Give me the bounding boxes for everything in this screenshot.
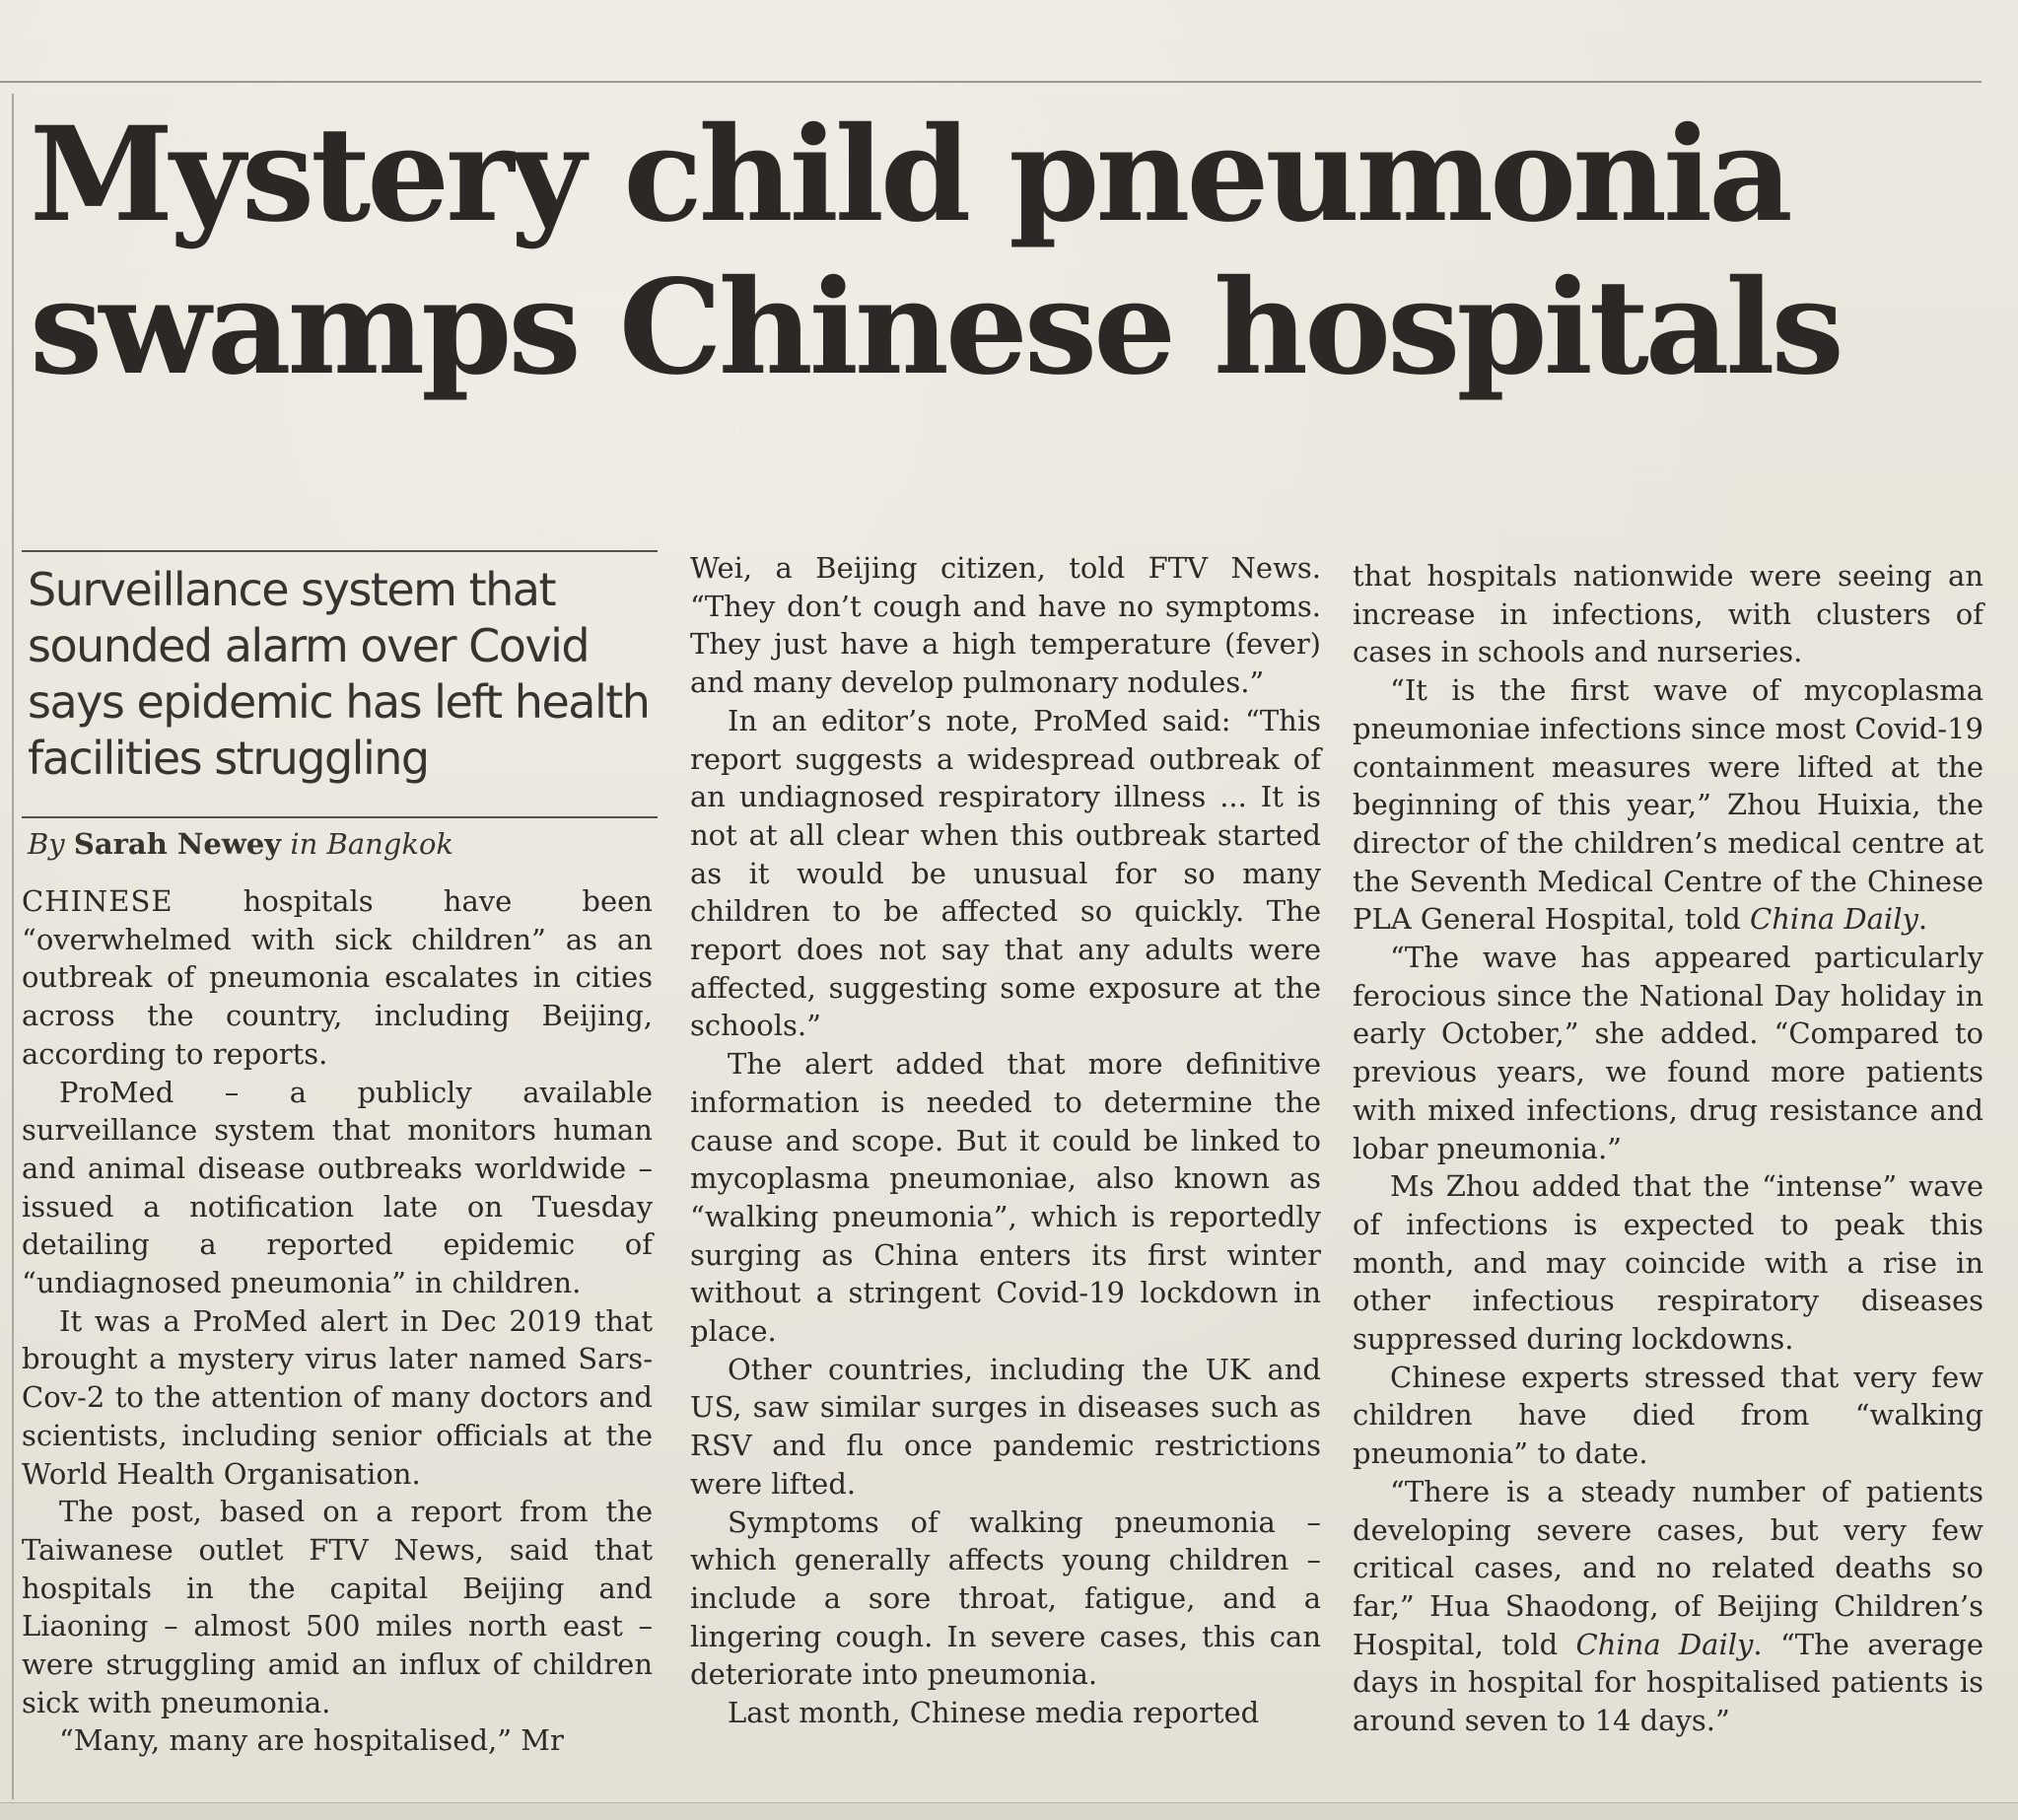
- paragraph: Last month, Chinese media reported: [728, 1696, 1260, 1730]
- paragraph: [1353, 671, 1983, 939]
- paragraph: In an editor’s note, ProMed said: “This report suggests a widespread outbreak of an undiagnosed respiratory illness ... It is not at all clear when this outbreak started as it would be unusual for so many children to be affected so quickly. The report does not say that any adults were affected, suggesting some exposure at the schools.”: [690, 703, 1321, 1043]
- paragraph: The post, based on a report from the Taiwanese outlet FTV News, said that hospitals in the capital Beijing and Liaoning – almost 500 miles north east – were struggling amid an influx of children sick with pneumonia.: [22, 1495, 653, 1719]
- deck-rule-bottom: [22, 816, 658, 818]
- headline-line-2: swamps Chinese hospitals: [30, 251, 1841, 404]
- paragraph: It was a ProMed alert in Dec 2019 that brought a mystery virus later named Sars-Cov-2 to the attention of many doctors and scientists, including senior officials at the World Health Organisation.: [22, 1303, 653, 1491]
- paragraph: [1353, 1473, 1983, 1740]
- paragraph: Other countries, including the UK and US, saw similar surges in diseases such as RSV and flu once pandemic restrictions were lifted.: [690, 1352, 1321, 1501]
- byline-author: Sarah Newey: [73, 827, 282, 861]
- paragraph: ProMed – a publicly available surveillance system that monitors human and animal disease outbreaks worldwide – issued a notification late on Tuesday detailing a reported epidemic of “undiagnosed pneumonia” in children.: [22, 1075, 653, 1300]
- body-column-2: [690, 549, 1321, 1732]
- paragraph: Chinese experts stressed that very few children have died from “walking pneumonia” to date.: [1353, 1360, 1983, 1471]
- paragraph-text: .: [1917, 902, 1928, 937]
- byline-location: in Bangkok: [290, 827, 453, 861]
- paragraph: Symptoms of walking pneumonia – which generally affects young children – include a sore throat, fatigue, and a lingering cough. In severe cases, this can deteriorate into pneumonia.: [690, 1505, 1321, 1692]
- paragraph-text: . “The average days in hospital for hospitalised patients is around seven to 14 days.”: [1353, 1627, 1983, 1738]
- paragraph: Wei, a Beijing citizen, told FTV News. “They don’t cough and have no symptoms. They just have a high temperature (fever) and many develop pulmonary nodules.”: [690, 551, 1321, 700]
- bottom-edge: [0, 1802, 2018, 1820]
- byline: [28, 824, 659, 864]
- standfirst: Surveillance system that sounded alarm over Covid says epidemic has left health facilities struggling: [28, 563, 650, 785]
- publication-name: China Daily: [1575, 1627, 1754, 1661]
- paragraph-text: “There is a steady number of patients developing severe cases, but very few critical cases, and no related deaths so far,” Hua Shaodong, of Beijing Children’s Hospital, told: [1353, 1474, 1983, 1661]
- lead-word: CHINESE: [22, 884, 174, 918]
- paragraph: that hospitals nationwide were seeing an increase in infections, with clusters of cases in schools and nurseries.: [1353, 559, 1983, 669]
- top-rule: [0, 81, 1982, 83]
- paragraph: [22, 882, 653, 1074]
- paragraph: The alert added that more definitive information is needed to determine the cause and scope. But it could be linked to mycoplasma pneumoniae, also known as “walking pneumonia”, which is reportedly surging as China enters its first winter without a stringent Covid-19 lockdown in place.: [690, 1047, 1321, 1349]
- publication-name: China Daily: [1750, 902, 1918, 937]
- paragraph: “The wave has appeared particularly ferocious since the National Day holiday in early October,” she added. “Compared to previous years, we found more patients with mixed infections, drug resistance and lobar pneumonia.”: [1353, 941, 1983, 1165]
- left-rule: [12, 94, 14, 1799]
- byline-by: By: [28, 827, 65, 861]
- paragraph: Ms Zhou added that the “intense” wave of infections is expected to peak this month, and may coincide with a rise in other infectious respiratory diseases suppressed during lockdowns.: [1353, 1169, 1983, 1357]
- headline-line-1: Mystery child pneumonia: [30, 99, 1789, 251]
- body-column-1: [22, 882, 653, 1760]
- paragraph-text: “It is the first wave of mycoplasma pneumoniae infections since most Covid-19 containment measures were lifted at the beginning of this year,” Zhou Huixia, the director of the children’s medical centre at the Seventh Medical Centre of the Chinese PLA General Hospital, told: [1353, 673, 1983, 937]
- paragraph-text: hospitals have been “overwhelmed with sick children” as an outbreak of pneumonia escalates in cities across the country, including Beijing, according to reports.: [22, 884, 653, 1071]
- paragraph: “Many, many are hospitalised,” Mr: [59, 1723, 564, 1758]
- deck-rule-top: [22, 550, 658, 552]
- body-column-3: [1353, 557, 1983, 1740]
- headline: [30, 99, 1991, 404]
